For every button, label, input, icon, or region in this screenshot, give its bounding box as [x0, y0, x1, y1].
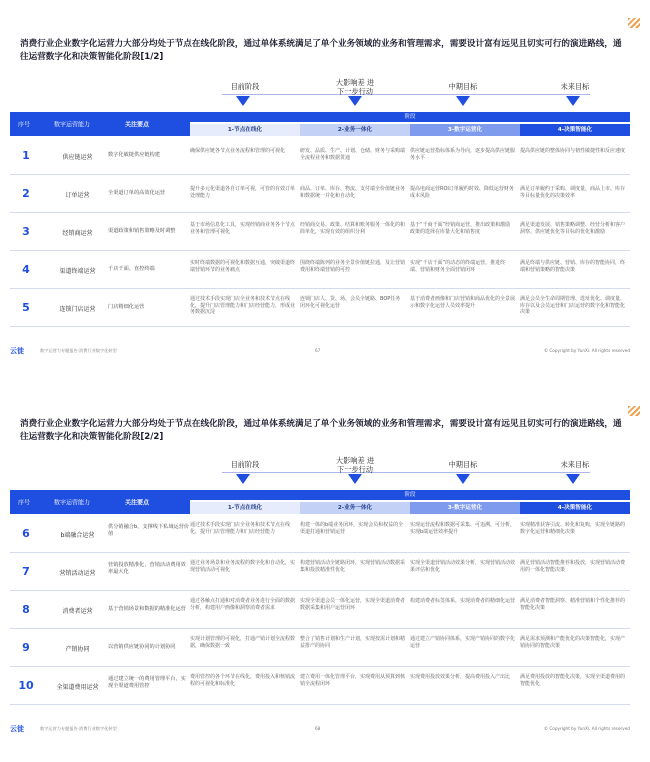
row-phase-4: 满足订单履约于采购、调度量、商品上市、库存等目标量优化的决策效率: [520, 186, 626, 199]
row-phase-2: 研发、品质、生产、计划、仓储、财务与采购端全流程业务和数据贯通: [300, 148, 406, 161]
header-priority: 阶段: [190, 490, 630, 500]
table-row: [10, 630, 630, 667]
row-number: 2: [22, 187, 30, 200]
row-phase-4: 满足营销活动智能推荐和投放，实现营销活动费用的一体化智能决策: [520, 560, 626, 573]
copyright: © Copyright by YunXi. All rights reserved: [543, 348, 630, 353]
phase-2: 2-业务一体化: [300, 502, 410, 514]
page-separator: [0, 372, 650, 394]
row-number: 3: [22, 225, 30, 238]
row-number: 1: [22, 149, 30, 162]
stage-label-mid: 中期目标: [448, 460, 478, 469]
row-phase-1: 确保供应链各节点业务流程和管理的可视化: [190, 148, 286, 154]
copyright: © Copyright by YunXi. All rights reserved: [543, 726, 630, 731]
row-capability: 消费者运营: [62, 608, 93, 615]
stage-marker-icon: [566, 96, 580, 106]
stage-marker-icon: [456, 474, 470, 484]
phase-4: 4-决策智能化: [520, 124, 630, 136]
row-phase-1: 通过各触点打通和对消费者业务进行全面的数据分析，构建用户画像和洞察消费者需求: [190, 598, 296, 611]
row-phase-1: 费用管控的各个环节在线化，费用投入和核销流程的可视化和标准化: [190, 674, 296, 687]
table-header-left: [10, 490, 190, 514]
row-capability: 供应链运营: [62, 154, 93, 161]
row-number: 10: [18, 679, 34, 692]
footer-report-name: 数字运营力专题报告·消费行业数字化转型: [40, 348, 117, 353]
row-phase-4: 满足渠道发展、销售策略调整、经营分析和客户洞察、供应链优化等目标的优化和激励: [520, 222, 626, 235]
row-phase-2: 围绕终端陈列的业务全景价值链拉通，及让营销费用和终端营销的可控: [300, 260, 406, 273]
row-phase-4: 实现精准获客引流、转化和复购，实现全链路的数字化运营和精细化决策: [520, 522, 626, 535]
table-row: [10, 176, 630, 213]
row-focus: 基于营销场景和数据的精准化运营: [108, 606, 186, 612]
row-phase-4: 满足消费者智能洞察、精准营销和个性化推荐的智能化决策: [520, 598, 626, 611]
row-phase-1: 通过技术手段实现门店全业务和技术节点在线化，提升门店管理能力和门店经营能力，形成业务数据沉淀: [190, 296, 296, 315]
row-phase-4: 满足会员全生命周期管理、选址优化、调度量、库存以及会员运营和门店运营的数字化和智能化决策: [520, 296, 626, 315]
row-focus: 门店精细化运营: [108, 304, 145, 310]
row-focus: 供分销融合b，支撑线下私域运营价值: [108, 524, 190, 537]
row-phase-2: 连锁门店人、货、场、会员全链路、BOP任务闭环化可视化运营: [300, 296, 401, 309]
row-phase-2: 实现全渠道会员一体化运营，实现全渠道消费者数据采集和用户运营闭环: [300, 598, 406, 611]
page-footer: [10, 346, 630, 356]
row-capability: 经销商运营: [62, 230, 93, 237]
table-row: [10, 214, 630, 251]
stage-marker-icon: [236, 474, 250, 484]
row-focus: 营销投放精准化，营销活动费用效率最大化: [108, 562, 186, 575]
table-row: [10, 252, 630, 289]
header-no: 序号: [18, 121, 31, 129]
page-title: 消费行业企业数字化运营力大部分均处于节点在线化阶段，通过单体系统满足了单个业务领域的业务和管理需求，需要设计富有远见且切实可行的演进路线，通往运营数字化和决策智能化阶段[1/2]: [20, 39, 622, 62]
page-title: 消费行业企业数字化运营力大部分均处于节点在线化阶段，通过单体系统满足了单个业务领域的业务和管理需求，需要设计富有远见且切实可行的演进路线，通往运营数字化和决策智能化阶段[2/2]: [20, 419, 622, 442]
stage-label-current: 目前阶段: [230, 82, 260, 91]
header-focus: 关注要点: [125, 121, 150, 129]
stage-label-mid: 中期目标: [448, 82, 478, 91]
row-focus: 数字化敏捷供应链构建: [108, 152, 160, 158]
brand-logo: 云徙: [10, 347, 24, 355]
row-phase-3: 供应链运营指标体系为导向，逐步提高供应链服务水平: [410, 148, 516, 161]
row-phase-4: 满足终端与供应链、营销、库存的智能协同，终端和营销策略的智能决策: [520, 260, 626, 273]
row-number: 6: [22, 527, 30, 540]
table-row: [10, 592, 630, 629]
report-page-1: [0, 0, 650, 370]
row-focus: 渠道政策和销售策略及时调整: [108, 228, 176, 234]
row-focus: 全渠道订单的高效化运营: [108, 190, 166, 196]
table-row: [10, 668, 630, 705]
page-number: 68: [315, 726, 321, 731]
row-phase-2: 构建一体的b端业务闭环，实现会员和权益的全渠道打通和营销运营: [300, 522, 404, 535]
row-focus: 通过建立统一的费用管理平台，实现全渠道费用管控: [108, 676, 186, 689]
row-phase-4: 满足费用投放的智能化决策，实现全渠道费用的智能优化: [520, 674, 626, 687]
page-footer: [10, 724, 630, 734]
header-capability: 数字运营能力: [54, 499, 91, 507]
row-phase-4: 提高供应链的整体协同与韧性敏捷性和反应速度: [520, 148, 626, 154]
row-capability: 全渠道费用运营: [56, 684, 99, 691]
row-capability: 营销活动运营: [59, 570, 96, 577]
stage-marker-icon: [566, 474, 580, 484]
row-number: 7: [22, 565, 30, 578]
stage-label-next: 大影响差 进 下一步行动: [335, 78, 375, 96]
row-phase-1: 提升多元化渠道各自订单可视，可管的有效订单处理能力: [190, 186, 296, 199]
table-row: [10, 138, 630, 175]
row-phase-3: 基于消费者画像和门店营销和商品优化的全景展示和数字化运营人员效率提升: [410, 296, 516, 309]
phase-3: 3-数字运营化: [410, 502, 520, 514]
row-phase-3: 提高电商运营ROI订单履约时效、降低运营财务成本风险: [410, 186, 514, 199]
row-phase-1: 基于市场信息化工具，实现经销商业务各个节点业务和管理可视化: [190, 222, 296, 235]
row-phase-4: 满足需求预测和产能优化的决策智能化，实现产销协同的智能决策: [520, 636, 626, 649]
row-phase-3: 构建消费者标签体系，实现消费者的精细化运营: [410, 598, 516, 604]
stage-label-current: 目前阶段: [230, 460, 260, 469]
stage-timeline: [222, 94, 590, 95]
stage-marker-icon: [456, 96, 470, 106]
stage-marker-icon: [348, 474, 362, 484]
report-page-2: [0, 396, 650, 762]
phase-4: 4-决策智能化: [520, 502, 630, 514]
row-phase-2: 建立费用一体化管理平台，实现费用从预算到核销全流程闭环: [300, 674, 406, 687]
brand-logo: 云徙: [10, 725, 24, 733]
row-capability: 产销协同: [65, 646, 90, 653]
header-no: 序号: [18, 499, 31, 507]
row-phase-3: 实现运营流程和数据可采集、可追溯、可分析，实现b端运营效率提升: [410, 522, 516, 535]
row-phase-1: 通过业务场景和业务流程的数字化和自动化，实现营销活动可视化: [190, 560, 296, 573]
footer-report-name: 数字运营力专题报告·消费行业数字化转型: [40, 726, 117, 731]
row-phase-3: 通过建立产销协同体系，实现产销协同的数字化运营: [410, 636, 516, 649]
row-phase-2: 经销商交易、政策、结算和账务服务一体化的和简单化，实现有效的组织分利: [300, 222, 406, 235]
row-phase-1: 实时终端数据的可视化和数据互通，突破渠道终端营销环节的业务痛点: [190, 260, 296, 273]
row-capability: 连锁门店运营: [59, 306, 96, 313]
page-number: 67: [315, 348, 321, 353]
phase-2: 2-业务一体化: [300, 124, 410, 136]
row-phase-3: 实现费用投放效果分析，提高费用投入产出比: [410, 674, 511, 680]
header-capability: 数字运营能力: [54, 121, 91, 129]
row-phase-1: 实现计划管理的可视化，打通产销计划全流程数据，确保数据一致: [190, 636, 296, 649]
row-phase-2: 整合了销售计划和生产计划，实现按需计划和精益排产的协同: [300, 636, 406, 649]
row-phase-2: 构建营销活动全链路闭环，实现营销活动数据采集和投放精准性优化: [300, 560, 406, 573]
table-header-left: [10, 112, 190, 136]
row-number: 4: [22, 263, 30, 276]
row-focus: 以营销供应链协同的计划协同: [108, 644, 176, 650]
row-phase-1: 通过技术手段实现门店全业务和技术节点在线化，提升门店管理能力和门店经营能力: [190, 522, 291, 535]
row-number: 9: [22, 641, 30, 654]
row-phase-2: 商品、订单、库存、物流、支付端全价值链业务和数据统一并化和自动化: [300, 186, 406, 199]
header-focus: 关注要点: [125, 499, 150, 507]
row-phase-3: 基于“千商千面”经销商运营，推出政策和激励政策的选择在库量大化和销售度: [410, 222, 511, 235]
row-phase-3: 实现全渠道营销活动效果分析，实现营销活动效果评估和优化: [410, 560, 516, 573]
stage-marker-icon: [236, 96, 250, 106]
stage-label-future: 未来目标: [560, 82, 590, 91]
row-capability: 渠道终端运营: [59, 268, 96, 275]
row-phase-3: 实现“千店千面”的动态的终端运营，推进终端、营销和财务全面营销闭环: [410, 260, 506, 273]
stage-marker-icon: [348, 96, 362, 106]
phase-1: 1-节点在线化: [190, 124, 300, 136]
decorative-corner-icon: [628, 406, 640, 416]
row-capability: 订单运营: [65, 192, 90, 199]
stage-label-next: 大影响差 进 下一步行动: [335, 456, 375, 474]
row-focus: 千店千面、直控终端: [108, 266, 155, 272]
stage-label-future: 未来目标: [560, 460, 590, 469]
phase-1: 1-节点在线化: [190, 502, 300, 514]
table-row: [10, 290, 630, 327]
row-capability: b端融合运营: [60, 532, 95, 539]
stage-timeline: [222, 472, 590, 473]
table-row: [10, 516, 630, 553]
header-priority: 阶段: [190, 112, 630, 122]
decorative-corner-icon: [628, 18, 640, 28]
row-number: 5: [22, 301, 30, 314]
row-number: 8: [22, 603, 30, 616]
phase-3: 3-数字运营化: [410, 124, 520, 136]
table-row: [10, 554, 630, 591]
